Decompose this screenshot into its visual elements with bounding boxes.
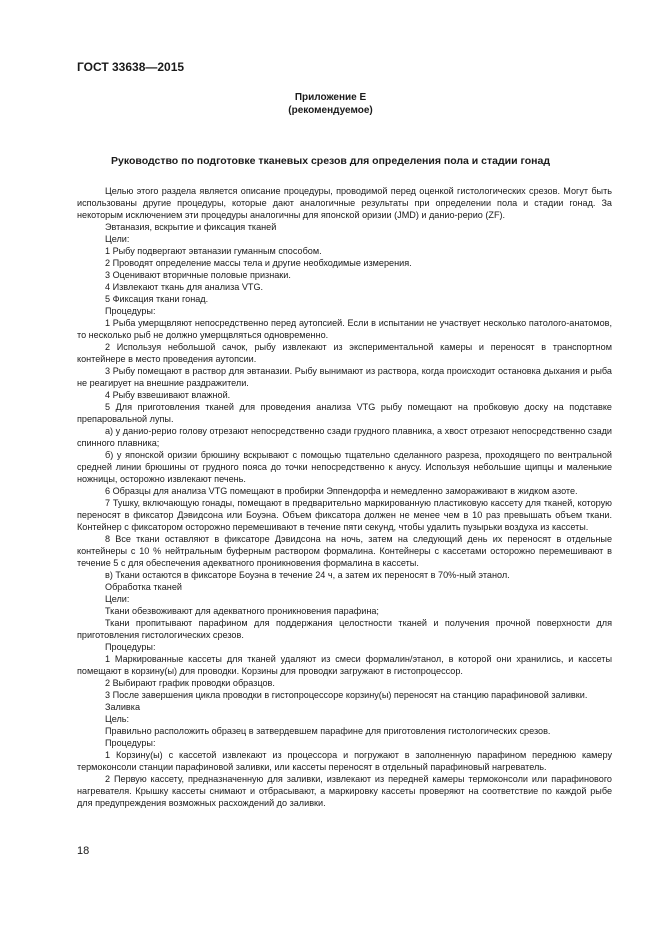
paragraph: 5 Для приготовления тканей для проведения анализа VTG рыбу помещают на пробковую доску на подставке препаровальной лупы. (77, 402, 612, 424)
paragraph: 1 Маркированные кассеты для тканей удаляют из смеси формалин/этанол, в которой они хранились, и кассеты помещают в корзину(ы) для проводки. Корзины для проводки загружают в гистопроцессор. (77, 654, 612, 676)
paragraph: Процедуры: (105, 642, 156, 652)
page-number: 18 (77, 845, 90, 857)
paragraph: Целью этого раздела является описание процедуры, проводимой перед оценкой гистологических срезов. Могут быть использованы другие процедуры, которые дают аналогичные результаты при определении пола и стадии гонад. За некоторым исключением эти процедуры аналогичны для японской оризии (JMD) и данио-рерио (ZF). (77, 186, 612, 220)
standard-header: ГОСТ 33638—2015 (77, 60, 185, 74)
body-text (77, 185, 612, 809)
paragraph: Цель: (105, 714, 130, 724)
paragraph: 5 Фиксация ткани гонад. (105, 294, 209, 304)
paragraph: 4 Извлекают ткань для анализа VTG. (105, 282, 264, 292)
paragraph: Процедуры: (105, 738, 156, 748)
paragraph: в) Ткани остаются в фиксаторе Боуэна в течение 24 ч, а затем их переносят в 70%-ный этанол. (105, 570, 510, 580)
paragraph: 8 Все ткани оставляют в фиксаторе Дэвидсона на ночь, затем на следующий день их переносят в отдельные контейнеры с 10 % нейтральным буферным раствором формалина. Контейнеры с кассетами осторожно перемешивают в течение 5 с для обеспечения адекватного проникновения формалина в кассеты. (77, 534, 612, 568)
paragraph: Процедуры: (105, 306, 156, 316)
paragraph: Цели: (105, 594, 130, 604)
paragraph: 4 Рыбу взвешивают влажной. (105, 390, 231, 400)
paragraph: Цели: (105, 234, 130, 244)
paragraph: Ткани пропитывают парафином для поддержания целостности тканей и получения прочной поверхности для приготовления гистологических срезов. (77, 618, 612, 640)
paragraph: 2 Проводят определение массы тела и другие необходимые измерения. (105, 258, 412, 268)
paragraph: Правильно расположить образец в затвердевшем парафине для приготовления гистологических срезов. (105, 726, 551, 736)
paragraph: Заливка (105, 702, 141, 712)
paragraph: 2 Используя небольшой сачок, рыбу извлекают из экспериментальной камеры и переносят в транспортном контейнере в место проведения аутопсии. (77, 342, 612, 364)
paragraph: 7 Тушку, включающую гонады, помещают в предварительно маркированную пластиковую кассету для тканей, которую переносят в фиксатор Дэвидсона или Боуэна. Объем фиксатора должен не менее чем в 10 раз превышать объем ткани. Контейнер с фиксатором осторожно перемешивают в течение пяти секунд, чтобы удалить пузырьки воздуха из кассеты. (77, 498, 612, 532)
paragraph: 3 После завершения цикла проводки в гистопроцессоре корзину(ы) переносят на станцию парафиновой заливки. (105, 690, 588, 700)
paragraph: Эвтаназия, вскрытие и фиксация тканей (105, 222, 277, 232)
document-title: Руководство по подготовке тканевых срезов для определения пола и стадии гонад (111, 155, 550, 167)
annex-status: (рекомендуемое) (288, 105, 373, 116)
paragraph: 3 Оценивают вторичные половые признаки. (105, 270, 291, 280)
paragraph: Ткани обезвоживают для адекватного проникновения парафина; (105, 606, 379, 616)
paragraph: 3 Рыбу помещают в раствор для эвтаназии. Рыбу вынимают из раствора, когда происходит остановка дыхания и рыба не реагирует на внешние раздражители. (77, 366, 612, 388)
paragraph: Обработка тканей (105, 582, 182, 592)
paragraph: 1 Рыба умерщвляют непосредственно перед аутопсией. Если в испытании не участвует несколько патолого-анатомов, то несколько рыб не должно умерщвляться одновременно. (77, 318, 612, 340)
paragraph: 2 Выбирают график проводки образцов. (105, 678, 275, 688)
paragraph: 1 Рыбу подвергают эвтаназии гуманным способом. (105, 246, 322, 256)
paragraph: 1 Корзину(ы) с кассетой извлекают из процессора и погружают в заполненную парафином переднюю камеру термоконсоли станции парафиновой заливки, или кассеты переносят в отдельный парафиновый нагреватель. (77, 750, 612, 772)
annex-title: Приложение Е (294, 92, 367, 103)
paragraph: б) у японской оризии брюшину вскрывают с помощью тщательно сделанного разреза, проходящего по вентральной средней линии брюшины от грудного пояса до точки непосредственно к анусу. Используя небольшие щипцы и маленькие ножницы, осторожно извлекают печень. (77, 450, 612, 484)
paragraph: 6 Образцы для анализа VTG помещают в пробирки Эппендорфа и немедленно замораживают в жидком азоте. (105, 486, 578, 496)
paragraph: а) у данио-рерио голову отрезают непосредственно сзади грудного плавника, а хвост отрезают непосредственно сзади спинного плавника; (77, 426, 612, 448)
paragraph: 2 Первую кассету, предназначенную для заливки, извлекают из передней камеры термоконсоли или парафинового нагревателя. Крышку кассеты снимают и отбрасывают, а маркировку кассеты проверяют на соответствие по каждой рыбе для предупреждения возможных расхождений до заливки. (77, 774, 612, 808)
